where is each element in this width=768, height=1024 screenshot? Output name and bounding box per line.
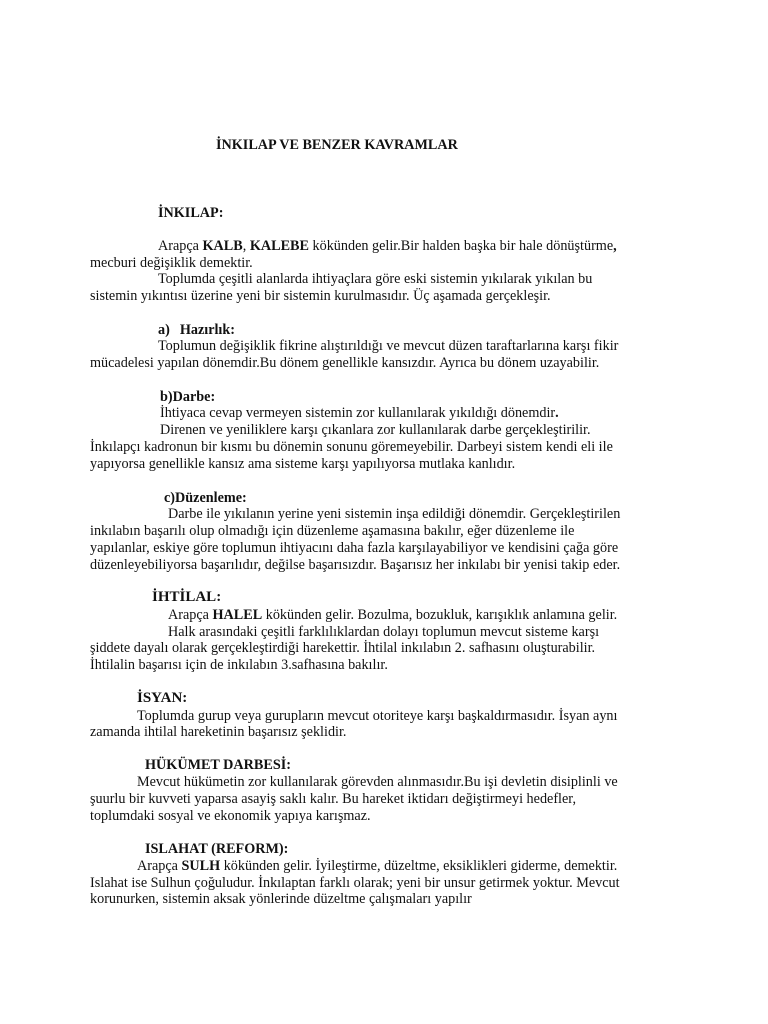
inkilap-p2-line2: sistemin yıkıntısı üzerine yeni bir sistemin kurulmasıdır. Üç aşamada gerçekleşir.	[90, 288, 551, 304]
text-span: ,	[242, 238, 250, 254]
ihtilal-line3: şiddete dayalı olarak gerçekleştirdiği harekettir. İhtilal inkılabın 2. safhasını oluşturabilir.	[90, 640, 596, 656]
document-title: İNKILAP VE BENZER KAVRAMLAR	[216, 137, 458, 153]
darbe-line1	[160, 405, 559, 422]
bold-term-halel: HALEL	[212, 607, 263, 623]
heading-darbe: b)Darbe:	[160, 389, 216, 405]
heading-islahat: ISLAHAT (REFORM):	[145, 841, 289, 857]
heading-isyan: İSYAN:	[137, 690, 188, 706]
hukumet-line1: Mevcut hükümetin zor kullanılarak görevden alınmasıdır.Bu işi devletin disiplinli ve	[137, 774, 618, 790]
text-span: kökünden gelir. İyileştirme, düzeltme, eksiklikleri giderme, demektir.	[220, 858, 618, 874]
islahat-line3: korunurken, sistemin aksak yönlerinde düzeltme çalışmaları yapılır	[90, 891, 472, 907]
bold-term-kalb: KALB	[202, 238, 243, 254]
duzenleme-line4: düzenleyebiliyorsa başarılıdır, değilse başarısızdır. Başarısız her inkılabı bir yenisi takip eder.	[90, 557, 621, 573]
isyan-line2: zamanda ihtilal hareketinin başarısız şeklidir.	[90, 724, 347, 740]
hazirlik-line2: mücadelesi yapılan dönemdir.Bu dönem genellikle kansızdır. Ayrıca bu dönem uzayabilir.	[90, 355, 600, 371]
inkilap-p1-line1	[158, 238, 617, 255]
islahat-line1	[137, 858, 617, 875]
ihtilal-line4: İhtilalin başarısı için de inkılabın 3.safhasına bakılır.	[90, 657, 388, 673]
hukumet-line3: toplumdaki sosyal ve ekonomik yapıya karışmaz.	[90, 808, 371, 824]
bold-comma: ,	[613, 238, 617, 254]
hukumet-line2: şuurlu bir kuvveti yaparsa asayiş saklı kalır. Bu hareket iktidarı değiştirmeyi hedefler,	[90, 791, 577, 807]
duzenleme-line1: Darbe ile yıkılanın yerine yeni sistemin inşa edildiği dönemdir. Gerçekleştirilen	[168, 506, 621, 522]
heading-inkilap: İNKILAP:	[158, 205, 224, 221]
list-marker: a)	[158, 322, 170, 338]
duzenleme-line3: yapılanlar, eskiye göre toplumun ihtiyacını daha fazla karşılayabiliyor ve kendisini çağa göre	[90, 540, 619, 556]
inkilap-p1-line2: mecburi değişiklik demektir.	[90, 255, 253, 271]
heading-duzenleme: c)Düzenleme:	[164, 490, 247, 506]
bold-term-sulh: SULH	[181, 858, 221, 874]
text-span: İhtiyaca cevap vermeyen sistemin zor kullanılarak yıkıldığı dönemdir	[160, 405, 556, 421]
text-span: kökünden gelir. Bozulma, bozukluk, karışıklık anlamına gelir.	[262, 607, 618, 623]
darbe-line3: İnkılapçı kadronun bir kısmı bu dönemin sonunu göremeyebilir. Darbeyi sistem kendi eli ile	[90, 439, 613, 455]
text-span: Arapça	[137, 858, 182, 874]
darbe-line4: yapıyorsa genellikle kansız ama sisteme karşı yapılıyorsa mutlaka kanlıdır.	[90, 456, 516, 472]
islahat-line2: Islahat ise Sulhun çoğuludur. İnkılaptan farklı olarak; yeni bir unsur getirmek yoktur. Mevcut	[90, 875, 620, 891]
darbe-line2: Direnen ve yeniliklere karşı çıkanlara zor kullanılarak darbe gerçekleştirilir.	[160, 422, 591, 438]
heading-text: Hazırlık:	[179, 322, 235, 338]
bold-term-kalebe: KALEBE	[249, 238, 309, 254]
text-span: Arapça	[158, 238, 203, 254]
text-span: kökünden gelir.Bir halden başka bir hale dönüştürme	[308, 238, 614, 254]
isyan-line1: Toplumda gurup veya gurupların mevcut otoriteye karşı başkaldırmasıdır. İsyan aynı	[137, 708, 618, 724]
ihtilal-line2: Halk arasındaki çeşitli farklılıklardan dolayı toplumun mevcut sisteme karşı	[168, 624, 600, 640]
heading-ihtilal: İHTİLAL:	[152, 589, 222, 605]
ihtilal-line1	[168, 607, 617, 624]
heading-hazirlik	[158, 322, 235, 339]
duzenleme-line2: inkılabın başarılı olup olmadığı için düzenleme aşamasına bakılır, eğer düzenleme ile	[90, 523, 575, 539]
bold-period: .	[555, 405, 559, 421]
text-span: Arapça	[168, 607, 213, 623]
hazirlik-line1: Toplumun değişiklik fikrine alıştırıldığı ve mevcut düzen taraftarlarına karşı fikir	[158, 338, 619, 354]
inkilap-p2-line1: Toplumda çeşitli alanlarda ihtiyaçlara göre eski sistemin yıkılarak yıkılan bu	[158, 271, 593, 287]
heading-hukumet-darbesi: HÜKÜMET DARBESİ:	[145, 757, 291, 773]
